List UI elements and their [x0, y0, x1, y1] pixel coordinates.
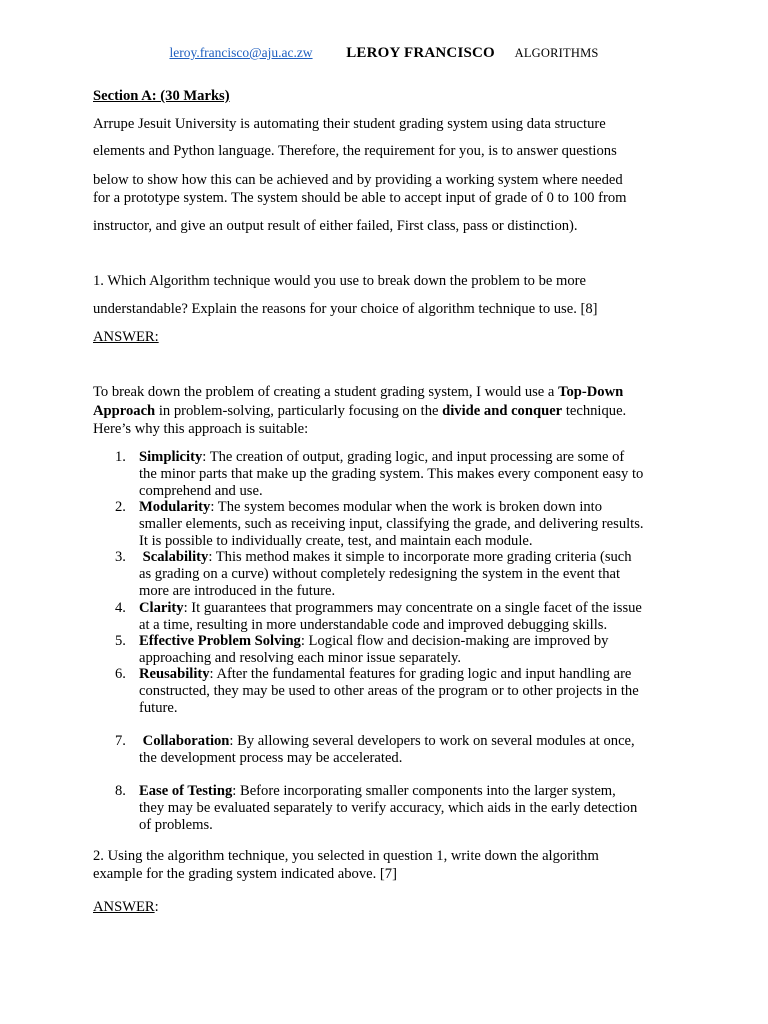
answer-para-text: in problem-solving, particularly focusing on the [155, 403, 443, 419]
list-number: 7. [115, 733, 126, 749]
intro-line-3: below to show how this can be achieved and by providing a working system where needed [93, 172, 623, 188]
list-line: : It guarantees that programmers may concentrate on a single facet of the issue [183, 600, 642, 616]
intro-line-2: elements and Python language. Therefore, the requirement for you, is to answer questions [93, 143, 617, 159]
list-line: : After the fundamental features for grading logic and input handling are [209, 666, 632, 682]
list-term: Simplicity [139, 449, 203, 465]
answer-para-bold-term: Top-Down [558, 384, 624, 400]
list-number: 2. [115, 499, 126, 515]
list-number: 4. [115, 600, 126, 616]
author-name: LEROY FRANCISCO [346, 45, 495, 61]
list-term: Clarity [139, 600, 184, 616]
list-text [139, 549, 689, 600]
question-2-line-1: 2. Using the algorithm technique, you selected in question 1, write down the algorithm [93, 848, 599, 864]
list-number: 6. [115, 666, 126, 682]
list-line: of problems. [139, 817, 213, 833]
answer-2-colon: : [154, 899, 159, 915]
list-text [139, 499, 689, 550]
answer-para-text: technique. [562, 403, 627, 419]
intro-line-4: for a prototype system. The system should be able to accept input of grade of 0 to 100 from [93, 190, 627, 206]
list-line: as grading on a curve) without completely redesigning the system in the event that [139, 566, 621, 582]
list-line: It is possible to individually create, test, and maintain each module. [139, 533, 533, 549]
list-line: smaller elements, such as receiving input, classifying the grade, and delivering results. [139, 516, 644, 532]
list-line: they may be evaluated separately to verify accuracy, which aids in the early detection [139, 800, 638, 816]
answer-para-bold-term: Approach [93, 403, 156, 419]
answer-1-label: ANSWER: [93, 329, 159, 345]
list-term: Effective Problem Solving [139, 633, 301, 649]
list-line: more are introduced in the future. [139, 583, 336, 599]
list-number: 8. [115, 783, 126, 799]
answer-para-line-2 [93, 403, 683, 420]
list-text [139, 666, 689, 717]
list-term: Collaboration [139, 733, 230, 749]
list-line: : By allowing several developers to work on several modules at once, [229, 733, 635, 749]
list-line: : Before incorporating smaller components into the larger system, [232, 783, 616, 799]
list-line: constructed, they may be used to other areas of the program or to other projects in the [139, 683, 639, 699]
answer-para-bold-term: divide and conquer [442, 403, 563, 419]
list-line: : The system becomes modular when the work is broken down into [210, 499, 603, 515]
list-line: the development process may be accelerated. [139, 750, 403, 766]
list-text [139, 733, 689, 767]
answer-para-line-1 [93, 384, 683, 401]
list-text [139, 633, 689, 667]
intro-line-1: Arrupe Jesuit University is automating their student grading system using data structure [93, 116, 606, 132]
list-line: the minor parts that make up the grading system. This makes every component easy to [139, 466, 644, 482]
section-title: Section A: (30 Marks) [93, 88, 230, 104]
list-text [139, 783, 689, 834]
question-2-line-2: example for the grading system indicated above. [7] [93, 866, 397, 882]
list-term: Modularity [139, 499, 211, 515]
author-email-link[interactable]: leroy.francisco@aju.ac.zw [169, 45, 313, 60]
list-number: 1. [115, 449, 126, 465]
question-1-line-1: 1. Which Algorithm technique would you use to break down the problem to be more [93, 273, 586, 289]
list-line: comprehend and use. [139, 483, 263, 499]
list-line: at a time, resulting in more understandable code and improved debugging skills. [139, 617, 608, 633]
answer-2-label [93, 899, 683, 916]
answer-para-text: To break down the problem of creating a student grading system, I would use a [93, 384, 559, 400]
list-line: future. [139, 700, 178, 716]
question-1-line-2: understandable? Explain the reasons for your choice of algorithm technique to use. [8] [93, 301, 598, 317]
list-line: approaching and resolving each minor issue separately. [139, 650, 462, 666]
list-line: : This method makes it simple to incorporate more grading criteria (such [208, 549, 632, 565]
list-number: 3. [115, 549, 126, 565]
list-text [139, 600, 689, 634]
page-header [0, 44, 768, 62]
list-number: 5. [115, 633, 126, 649]
intro-line-5: instructor, and give an output result of either failed, First class, pass or distinction). [93, 218, 578, 234]
list-line: : Logical flow and decision-making are improved by [300, 633, 609, 649]
list-line: : The creation of output, grading logic, and input processing are some of [202, 449, 625, 465]
answer-2-label-text: ANSWER [93, 899, 155, 915]
course-name: ALGORITHMS [514, 46, 599, 60]
list-term: Ease of Testing [139, 783, 233, 799]
list-term: Scalability [139, 549, 209, 565]
list-text [139, 449, 689, 500]
answer-para-line-3: Here’s why this approach is suitable: [93, 421, 309, 437]
list-term: Reusability [139, 666, 210, 682]
